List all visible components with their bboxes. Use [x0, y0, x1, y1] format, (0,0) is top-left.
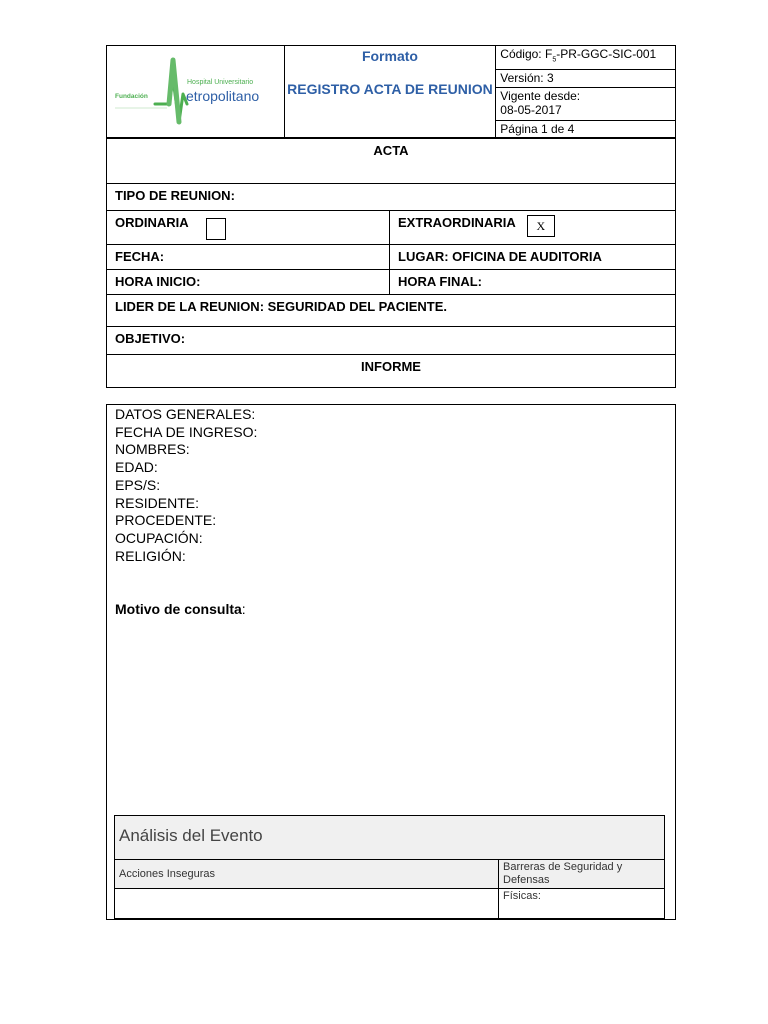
analisis-title: Análisis del Evento	[115, 816, 665, 860]
document-title: REGISTRO ACTA DE REUNION	[287, 81, 493, 97]
datos-line: FECHA DE INGRESO:	[115, 423, 258, 440]
extraordinaria-checkbox[interactable]: X	[527, 215, 555, 237]
motivo-label: Motivo de consulta	[115, 601, 242, 617]
document-header	[106, 45, 676, 138]
logo-cell	[107, 46, 285, 138]
datos-line: OCUPACIÓN:	[115, 529, 203, 546]
vigente-date: 08-05-2017	[500, 102, 562, 117]
motivo-suffix: :	[241, 601, 246, 617]
barreras-seguridad: Barreras de Seguridad y Defensas	[499, 860, 665, 889]
logo-fundacion: Fundación	[115, 93, 148, 100]
hora-inicio: HORA INICIO:	[107, 270, 390, 295]
acciones-inseguras: Acciones Inseguras	[115, 860, 499, 889]
datos-line: PROCEDENTE:	[115, 512, 217, 529]
motivo-consulta	[115, 601, 246, 617]
datos-line: NOMBRES:	[115, 441, 190, 458]
extraordinaria-cell	[390, 211, 676, 245]
codigo-prefix: Código: $F_5-PR-GGC-SIC-001$	[500, 47, 657, 64]
ordinaria-label: ORDINARIA	[115, 215, 189, 230]
analisis-table	[114, 815, 665, 919]
acciones-field[interactable]	[115, 889, 499, 919]
codigo	[496, 46, 676, 70]
hospital-logo	[107, 46, 283, 136]
datos-line: EPS/S:	[115, 476, 161, 493]
logo-hospital: Hospital Universitario	[187, 79, 254, 86]
lider-reunion: LIDER DE LA REUNION: SEGURIDAD DEL PACIENTE.	[107, 295, 676, 327]
datos-line: RELIGIÓN:	[115, 547, 186, 564]
logo-name: etropolitano	[186, 88, 260, 104]
hora-final: HORA FINAL:	[390, 270, 676, 295]
acta-heading: ACTA	[107, 139, 676, 184]
vigente-label: Vigente desde:	[500, 88, 581, 103]
datos-line: DATOS GENERALES:	[115, 406, 256, 422]
informe-heading: INFORME	[107, 355, 676, 388]
lugar: LUGAR: OFICINA DE AUDITORIA	[390, 245, 676, 270]
version: Versión: 3	[496, 70, 676, 87]
acta-table	[106, 138, 676, 388]
datos-generales	[115, 406, 257, 565]
pagina: Página 1 de 4	[496, 120, 676, 138]
datos-line: EDAD:	[115, 459, 158, 476]
vigente	[496, 87, 676, 120]
fisicas: Físicas:	[499, 889, 665, 919]
datos-line: RESIDENTE:	[115, 494, 200, 511]
ordinaria-cell	[107, 211, 390, 245]
tipo-reunion: TIPO DE REUNION:	[107, 184, 676, 211]
format-label: Formato	[361, 48, 418, 64]
extraordinaria-label: EXTRAORDINARIA	[398, 215, 516, 230]
fecha: FECHA:	[107, 245, 390, 270]
ordinaria-checkbox[interactable]	[206, 218, 226, 240]
objetivo: OBJETIVO:	[107, 327, 676, 355]
title-cell	[284, 46, 496, 138]
